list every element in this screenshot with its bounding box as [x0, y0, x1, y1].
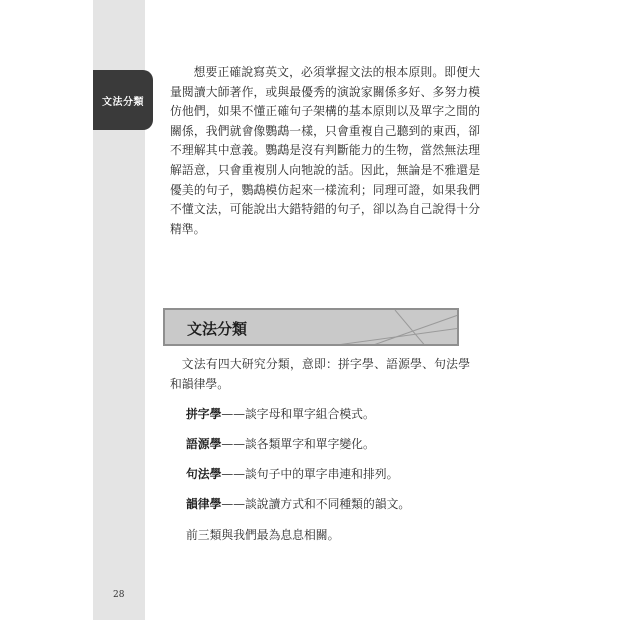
closing-sentence: 前三類與我們最為息息相關。	[186, 528, 340, 542]
item-term: 拼字學	[186, 407, 222, 421]
list-item	[186, 496, 410, 512]
item-term: 韻律學	[186, 497, 222, 511]
item-description: ——談各類單字和單字變化。	[221, 437, 375, 451]
section-lead-paragraph: 文法有四大研究分類，意即：拼字學、語源學、句法學和韻律學。	[170, 357, 470, 391]
item-description: ——談說讀方式和不同種類的韻文。	[221, 497, 411, 511]
section-header	[163, 308, 459, 346]
list-item	[186, 406, 375, 422]
item-term: 句法學	[186, 467, 222, 481]
chapter-side-tab	[93, 70, 153, 130]
item-term: 語源學	[186, 437, 222, 451]
page-number: 28	[113, 590, 125, 600]
item-description: ——談句子中的單字串連和排列。	[221, 467, 399, 481]
side-tab-label: 文法分類	[102, 96, 144, 108]
item-description: ——談字母和單字組合模式。	[221, 407, 375, 421]
list-item	[186, 436, 375, 452]
section-title: 文法分類	[187, 320, 248, 338]
list-item	[186, 466, 398, 482]
intro-paragraph: 想要正確說寫英文，必須掌握文法的根本原則。即便大量閱讀大師著作，或與最優秀的演說家關係多好、多努力模仿他們，如果不懂正確句子架構的基本原則以及單字之間的關係，我們就會像鸚鵡一樣，只會重複自己聽到的東西，卻不理解其中意義。鸚鵡是沒有判斷能力的生物，當然無法理解語意，只會重複別人向牠說的話。因此，無論是不雅還是優美的句子，鸚鵡模仿起來一樣流利；同理可證，如果我們不懂文法，可能說出大錯特錯的句子，卻以為自己說得十分精準。	[170, 65, 480, 236]
